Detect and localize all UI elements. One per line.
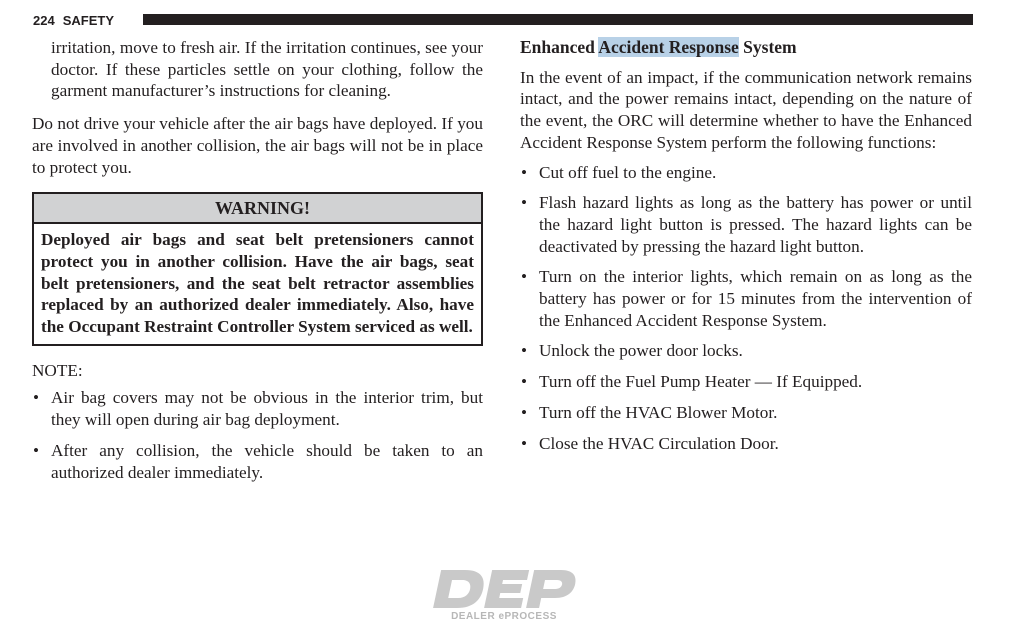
right-column bbox=[520, 37, 972, 454]
note-item: • Air bag covers may not be obvious in the interior trim, but they will open during air bag deployment. bbox=[33, 388, 483, 430]
bullet-icon: • bbox=[521, 341, 528, 361]
deployed-paragraph: Do not drive your vehicle after the air bags have deployed. If you are involved in another collision, the air bags will not be in place to protect you. bbox=[32, 114, 483, 177]
function-item: • Turn off the Fuel Pump Heater — If Equipped. bbox=[521, 372, 863, 392]
logo-subtext: DEALER ePROCESS bbox=[451, 611, 557, 622]
note-label: NOTE: bbox=[32, 360, 83, 380]
function-item: • Unlock the power door locks. bbox=[521, 341, 743, 361]
bullet-icon: • bbox=[521, 193, 528, 213]
highlighted-text: Accident Response bbox=[598, 37, 739, 57]
warning-title: WARNING! bbox=[34, 194, 481, 224]
function-list bbox=[520, 162, 972, 455]
header-rule bbox=[143, 14, 973, 25]
page-header bbox=[33, 11, 114, 29]
bullet-icon: • bbox=[521, 433, 528, 453]
intro-paragraph: In the event of an impact, if the communication network remains intact, and the power remains intact, depending on the nature of the event, the ORC will determine whether to have the Enhanced Accident Response System perform the following functions: bbox=[520, 67, 972, 152]
section-heading: Enhanced Accident Response System bbox=[520, 37, 797, 57]
function-item: • Cut off fuel to the engine. bbox=[521, 162, 717, 182]
function-item: • Close the HVAC Circulation Door. bbox=[521, 433, 779, 453]
function-item: • Turn on the interior lights, which remain on as long as the battery has power or for 15 minutes from the intervention of the Enhanced Accident Response System. bbox=[521, 267, 972, 330]
bullet-icon: • bbox=[33, 388, 40, 408]
function-item: • Turn off the HVAC Blower Motor. bbox=[521, 402, 778, 422]
bullet-icon: • bbox=[521, 267, 528, 287]
page-number: 224 bbox=[33, 12, 55, 28]
bullet-icon: • bbox=[521, 162, 528, 182]
section-title: SAFETY bbox=[62, 12, 114, 28]
warning-box bbox=[32, 192, 483, 346]
left-column bbox=[32, 37, 483, 483]
note-list bbox=[32, 387, 483, 483]
function-item: • Flash hazard lights as long as the battery has power or until the hazard light button is pressed. The hazard lights can be deactivated by pressing the hazard light button. bbox=[521, 193, 972, 256]
bullet-icon: • bbox=[33, 440, 40, 460]
continued-paragraph: irritation, move to fresh air. If the irritation continues, see your doctor. If these particles settle on your clothing, follow the garment manufacturer’s instructions for cleaning. bbox=[51, 38, 483, 101]
bullet-icon: • bbox=[521, 402, 528, 422]
bullet-icon: • bbox=[521, 372, 528, 392]
warning-body: Deployed air bags and seat belt pretensioners cannot protect you in another collision. Have the air bags, seat belt pretensioners, and the seat belt retractor assemblies replaced by an authorized dealer immediately. Also, have the Occupant Restraint Controller System serviced as well. bbox=[41, 230, 474, 337]
note-item: • After any collision, the vehicle should be taken to an authorized dealer immediately. bbox=[33, 440, 483, 482]
